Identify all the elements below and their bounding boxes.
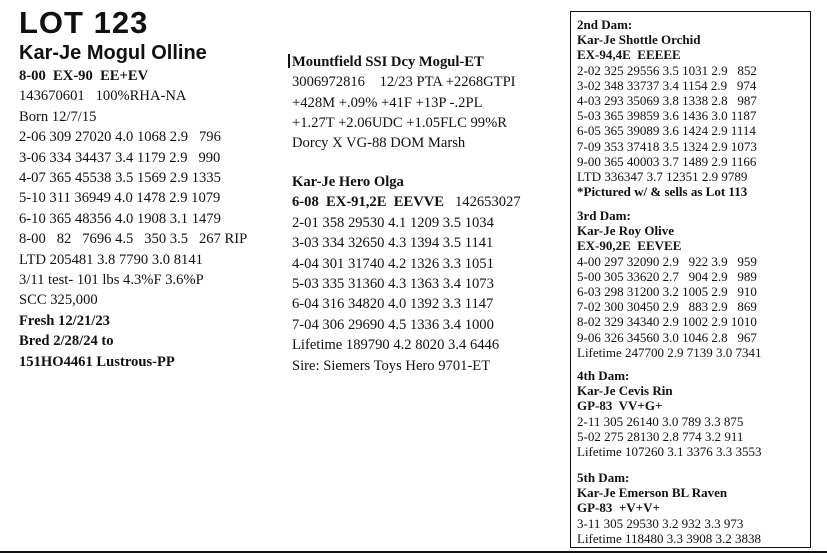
dam-4-line	[577, 414, 762, 429]
cow-record-line	[19, 352, 247, 372]
cow-record	[19, 66, 247, 372]
cow-record-line-text: 4-07 365 45538 3.5 1569 2.9 1335	[19, 170, 221, 187]
dam-2-line	[577, 169, 757, 184]
dam-3-line	[577, 284, 762, 299]
cow-record-line	[19, 168, 247, 188]
cow-record-line-text: 3/11 test- 101 lbs 4.3%F 3.6%P	[19, 272, 204, 289]
cow-record-line-text: 151HO4461 Lustrous-PP	[19, 353, 175, 370]
cow-record-line-text: 6-10 365 48356 4.0 1908 3.1 1479	[19, 210, 221, 227]
cow-name: Kar-Je Mogul Olline	[19, 42, 207, 64]
dam-line-text: 6-08 EX-91,2E EEVVE	[292, 194, 445, 211]
dam-2-line	[577, 32, 757, 47]
cow-record-line-text: 5-10 311 36949 4.0 1478 2.9 1079	[19, 190, 221, 207]
dam-3-line-text: 8-02 329 34340 2.9 1002 2.9 1010	[577, 314, 757, 330]
dam-2-line-text: 6-05 365 39089 3.6 1424 2.9 1114	[577, 123, 756, 139]
dam-3-line	[577, 299, 762, 314]
cow-record-line-text: SCC 325,000	[19, 292, 98, 309]
cow-record-line-text: Bred 2/28/24 to	[19, 333, 114, 350]
dam-2-line	[577, 154, 757, 169]
dam-line-text: 7-04 306 29690 4.5 1336 3.4 1000	[292, 316, 494, 333]
dam-5-line	[577, 485, 761, 500]
dam-line	[292, 192, 521, 212]
dam-3-line	[577, 330, 762, 345]
cow-record-line-text: Fresh 12/21/23	[19, 312, 110, 329]
dam-2-line-text: *Pictured w/ & sells as Lot 113	[577, 184, 748, 200]
dam-2-line	[577, 78, 757, 93]
sire-line	[292, 52, 516, 72]
dam-5-line	[577, 500, 761, 515]
cow-record-line	[19, 107, 247, 127]
dam-3-line-text: EX-90,2E EEVEE	[577, 238, 682, 254]
cow-record-line-text: 2-06 309 27020 4.0 1068 2.9 796	[19, 129, 221, 146]
dam-2-line	[577, 47, 757, 62]
dam-line	[292, 213, 521, 233]
cow-record-line	[19, 66, 247, 86]
sire-marker-rule	[288, 54, 290, 68]
sire-line-text: Dorcy X VG-88 DOM Marsh	[292, 135, 466, 152]
cow-record-line-text: 8-00 82 7696 4.5 350 3.5 267 RIP	[19, 231, 248, 248]
dam-line	[292, 335, 521, 355]
dam-4-line-text: 4th Dam:	[577, 368, 630, 383]
dam-3-line	[577, 208, 762, 223]
cow-record-line	[19, 188, 247, 208]
dam-2-line-text: Kar-Je Shottle Orchid	[577, 32, 701, 48]
dam-2-line-text: 3-02 348 33737 3.4 1154 2.9 974	[577, 77, 757, 93]
cow-record-line	[19, 250, 247, 270]
dam-4-line-text: 2-11 305 26140 3.0 789 3.3 875	[577, 413, 744, 429]
dam-4-line	[577, 429, 762, 444]
dam-5-line-text: Kar-Je Emerson BL Raven	[577, 485, 728, 501]
dam-line	[292, 233, 521, 253]
dam-4-line	[577, 444, 762, 459]
dam-4-line-text: Lifetime 107260 3.1 3376 3.3 3553	[577, 444, 762, 460]
dam-4-line	[577, 398, 762, 413]
dam-5-line-text: GP-83 +V+V+	[577, 500, 660, 516]
dam-3-line-text: 5-00 305 33620 2.7 904 2.9 989	[577, 268, 757, 284]
dam-4-line-text: GP-83 VV+G+	[577, 398, 663, 414]
sire-line-text: +1.27T +2.06UDC +1.05FLC 99%R	[292, 114, 507, 131]
cow-record-line	[19, 331, 247, 351]
dam-2-line	[577, 184, 757, 199]
dam-2-line	[577, 123, 757, 138]
extended-pedigree-box	[570, 11, 811, 548]
dam-2-line	[577, 17, 757, 32]
dam-3-line	[577, 269, 762, 284]
dam-5-line	[577, 531, 761, 546]
second-dam-block	[577, 17, 757, 199]
dam-line	[292, 356, 521, 376]
cow-record-line-text: Born 12/7/15	[19, 108, 97, 125]
sire-block	[292, 52, 516, 153]
dam-2-line-text: 7-09 353 37418 3.5 1324 2.9 1073	[577, 138, 757, 154]
dam-2-line	[577, 93, 757, 108]
dam-3-line-text: Kar-Je Roy Olive	[577, 223, 674, 239]
cow-record-line	[19, 127, 247, 147]
dam-line-text: 5-03 335 31360 4.3 1363 3.4 1073	[292, 276, 494, 293]
cow-record-line	[19, 229, 247, 249]
cow-record-line	[19, 209, 247, 229]
sire-line	[292, 113, 516, 133]
dam-line	[292, 172, 521, 192]
bottom-rule	[0, 551, 827, 553]
dam-line	[292, 274, 521, 294]
sire-line-text: Mountfield SSI Dcy Mogul-ET	[292, 54, 484, 70]
dam-2-line-text: 4-03 293 35069 3.8 1338 2.8 987	[577, 93, 757, 109]
dam-line-text: 4-04 301 31740 4.2 1326 3.3 1051	[292, 255, 494, 272]
dam-5-line	[577, 470, 761, 485]
dam-line	[292, 254, 521, 274]
cow-record-line	[19, 148, 247, 168]
dam-block	[292, 172, 521, 376]
dam-line-text: Lifetime 189790 4.2 8020 3.4 6446	[292, 337, 500, 354]
dam-3-line-text: 9-06 326 34560 3.0 1046 2.8 967	[577, 329, 757, 345]
fifth-dam-block	[577, 470, 761, 546]
dam-line-text: Kar-Je Hero Olga	[292, 174, 404, 190]
sire-line	[292, 72, 516, 92]
dam-2-line-text: 2-02 325 29556 3.5 1031 2.9 852	[577, 62, 757, 78]
cow-record-line-text: 3-06 334 34437 3.4 1179 2.9 990	[19, 149, 221, 166]
sire-line	[292, 93, 516, 113]
dam-3-line-text: 7-02 300 30450 2.9 883 2.9 869	[577, 299, 757, 315]
dam-2-line-text: 2nd Dam:	[577, 17, 633, 32]
dam-line-text: Sire: Siemers Toys Hero 9701-ET	[292, 357, 491, 374]
cow-record-line	[19, 290, 247, 310]
dam-2-line	[577, 139, 757, 154]
dam-5-line-text: 3-11 305 29530 3.2 932 3.3 973	[577, 515, 744, 531]
dam-registration-number: 142653027	[444, 194, 521, 211]
sire-line	[292, 133, 516, 153]
cow-record-line	[19, 311, 247, 331]
dam-line-text: 2-01 358 29530 4.1 1209 3.5 1034	[292, 214, 494, 231]
third-dam-block	[577, 208, 762, 360]
cow-record-line	[19, 270, 247, 290]
dam-3-line-text: 4-00 297 32090 2.9 922 3.9 959	[577, 253, 757, 269]
sire-line-text: 3006972816 12/23 PTA +2268GTPI	[292, 74, 516, 91]
dam-3-line-text: 6-03 298 31200 3.2 1005 2.9 910	[577, 284, 757, 300]
dam-5-line-text: Lifetime 118480 3.3 3908 3.2 3838	[577, 530, 762, 546]
dam-2-line-text: EX-94,4E EEEEE	[577, 47, 681, 63]
sire-line-text: +428M +.09% +41F +13P -.2PL	[292, 94, 483, 111]
dam-2-line-text: LTD 336347 3.7 12351 2.9 9789	[577, 169, 748, 185]
fourth-dam-block	[577, 368, 762, 459]
dam-2-line-text: 5-03 365 39859 3.6 1436 3.0 1187	[577, 108, 757, 124]
dam-3-line	[577, 314, 762, 329]
cow-record-line-text: 8-00 EX-90 EE+EV	[19, 68, 149, 84]
dam-2-line	[577, 108, 757, 123]
dam-3-line	[577, 223, 762, 238]
dam-3-line-text: 3rd Dam:	[577, 208, 631, 223]
cow-record-line	[19, 86, 247, 106]
dam-line-text: 6-04 316 34820 4.0 1392 3.3 1147	[292, 296, 494, 313]
dam-3-line	[577, 254, 762, 269]
dam-4-line-text: Kar-Je Cevis Rin	[577, 383, 673, 399]
dam-line	[292, 315, 521, 335]
dam-line-text: 3-03 334 32650 4.3 1394 3.5 1141	[292, 235, 494, 252]
dam-line	[292, 294, 521, 314]
dam-3-line	[577, 238, 762, 253]
lot-title: LOT 123	[19, 5, 149, 40]
dam-4-line	[577, 368, 762, 383]
dam-5-line	[577, 516, 761, 531]
dam-2-line	[577, 63, 757, 78]
dam-4-line-text: 5-02 275 28130 2.8 774 3.2 911	[577, 428, 744, 444]
cow-record-line-text: LTD 205481 3.8 7790 3.0 8141	[19, 251, 203, 268]
dam-2-line-text: 9-00 365 40003 3.7 1489 2.9 1166	[577, 153, 757, 169]
dam-5-line-text: 5th Dam:	[577, 470, 630, 485]
dam-3-line	[577, 345, 762, 360]
cow-record-line-text: 143670601 100%RHA-NA	[19, 88, 187, 105]
dam-4-line	[577, 383, 762, 398]
dam-3-line-text: Lifetime 247700 2.9 7139 3.0 7341	[577, 344, 762, 360]
